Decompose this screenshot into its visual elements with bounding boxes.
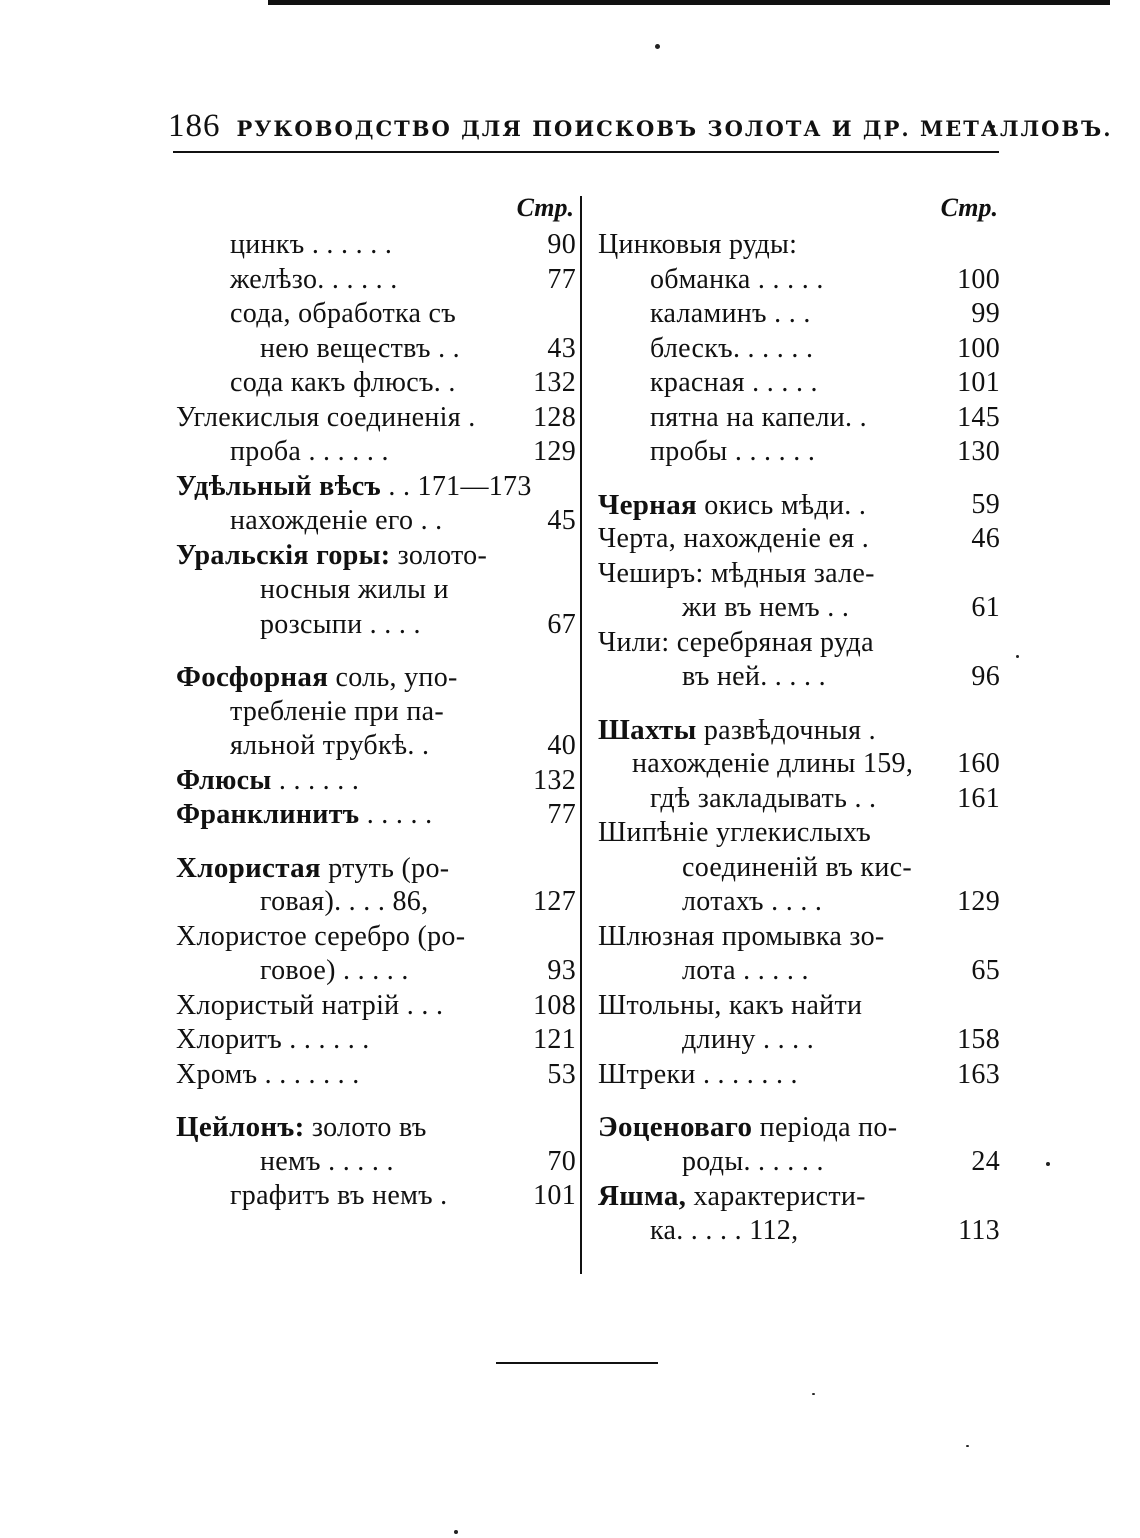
index-entry: Удѣльный вѣсъ . . 171—173: [176, 470, 532, 502]
entry-page: 108: [533, 989, 576, 1021]
page-column-label: Стр.: [940, 193, 998, 222]
index-entry: роды. . . . . . 24: [598, 1145, 1000, 1180]
index-entry: Черная окись мѣди. . 59: [598, 488, 1000, 521]
ink-speck: [454, 1530, 458, 1534]
index-entry: сода какъ флюсъ. . 132: [176, 366, 576, 401]
index-entry: обманка . . . . . 100: [598, 263, 1000, 298]
entry-page: 40: [547, 730, 576, 761]
index-entry: лотахъ . . . . 129: [598, 885, 1000, 920]
entry-heading: Цейлонъ:: [176, 1111, 305, 1143]
ink-speck: [966, 1445, 969, 1447]
entry-page: 130: [957, 436, 1000, 467]
entry-page: 99: [971, 298, 1000, 329]
entry-page: 45: [547, 505, 576, 536]
index-entry: жи въ немъ . . 61: [598, 591, 1000, 626]
index-entry: говое) . . . . . 93: [176, 954, 576, 989]
column-divider: [580, 196, 582, 1274]
index-entry: цинкъ . . . . . . 90: [176, 228, 576, 263]
index-entry: въ ней. . . . . 96: [598, 660, 1000, 695]
entry-heading: Франклинитъ: [176, 799, 360, 830]
index-entry: красная . . . . . 101: [598, 366, 1000, 401]
page-header: [168, 108, 1113, 152]
index-entry: яльной трубкѣ. . 40: [176, 729, 576, 764]
entry-page: 132: [533, 367, 576, 398]
index-entry: Франклинитъ . . . . . 77: [176, 798, 576, 833]
index-entry: Чеширъ: мѣдныя зале-: [598, 557, 875, 589]
entry-heading: Уральскія горы:: [176, 539, 391, 571]
index-entry: Шипѣніе углекислыхъ: [598, 817, 871, 848]
index-entry: гдѣ закладывать . . 161: [598, 782, 1000, 817]
section-gap: [176, 1092, 576, 1110]
entry-page: 93: [547, 955, 576, 986]
entry-page: 65: [971, 955, 1000, 986]
entry-page: 128: [533, 401, 576, 433]
section-gap: [598, 695, 1000, 713]
index-entry: Цейлонъ: золото въ: [176, 1111, 427, 1143]
entry-page: 129: [533, 436, 576, 467]
entry-heading: Шахты: [598, 713, 697, 746]
entry-page: 96: [971, 661, 1000, 692]
entry-page: 43: [547, 332, 576, 364]
entry-page: 77: [547, 263, 576, 295]
entry-page: 90: [547, 229, 576, 260]
section-gap: [598, 1092, 1000, 1110]
index-entry: Черта, нахожденіе ея . 46: [598, 522, 1000, 557]
index-entry: нахожденіе его . . 45: [176, 504, 576, 539]
index-entry: Хлористый натрій . . . 108: [176, 989, 576, 1024]
section-gap: [598, 470, 1000, 488]
entry-page: 24: [971, 1145, 1000, 1177]
entry-page: 77: [547, 799, 576, 830]
index-entry: розсыпи . . . . 67: [176, 608, 576, 643]
index-entry: Хлористая ртуть (ро-: [176, 851, 450, 884]
index-entry: Углекислыя соединенія . 128: [176, 401, 576, 436]
entry-page: 70: [547, 1145, 576, 1177]
running-title: РУКОВОДСТВО ДЛЯ ПОИСКОВЪ ЗОЛОТА И ДР. МЕТАЛЛОВЪ.: [236, 116, 1113, 141]
entry-page: 129: [957, 886, 1000, 917]
page-number: 186: [168, 108, 221, 144]
index-entry: Яшма, характеристи-: [598, 1180, 866, 1212]
entry-heading: Флюсы: [176, 764, 272, 796]
entry-page: 59: [971, 488, 1000, 520]
index-entry: немъ . . . . . 70: [176, 1145, 576, 1180]
index-entry: Хлоритъ . . . . . . 121: [176, 1023, 576, 1058]
header-rule: [173, 151, 999, 153]
section-gap: [176, 833, 576, 851]
entry-page: 127: [533, 886, 576, 917]
index-entry: проба . . . . . . 129: [176, 435, 576, 470]
entry-page: 113: [958, 1214, 1000, 1246]
entry-page: 132: [533, 764, 576, 796]
entry-page: 53: [547, 1058, 576, 1090]
end-rule: [496, 1362, 658, 1364]
index-entry: Фосфорная соль, упо-: [176, 661, 458, 693]
index-entry: блескъ. . . . . . 100: [598, 332, 1000, 367]
page-column-label: Стр.: [516, 193, 574, 222]
index-entry: нахожденіе длины 159, 160: [598, 747, 1000, 782]
index-entry: Шлюзная промывка зо-: [598, 920, 885, 952]
index-entry: Флюсы . . . . . . 132: [176, 764, 576, 799]
section-gap: [176, 642, 576, 660]
index-entry: Чили: серебряная руда: [598, 626, 874, 658]
entry-page: 101: [533, 1180, 576, 1211]
index-entry: пробы . . . . . . 130: [598, 435, 1000, 470]
index-entry: лота . . . . . 65: [598, 954, 1000, 989]
entry-heading: Фосфорная: [176, 661, 329, 693]
index-entry: каламинъ . . . 99: [598, 297, 1000, 332]
entry-heading: Удѣльный вѣсъ: [176, 470, 382, 502]
top-edge-rule: [268, 0, 1110, 5]
ink-speck: [1046, 1162, 1050, 1166]
entry-page: 100: [957, 263, 1000, 295]
entry-heading: Эоценоваго: [598, 1111, 753, 1143]
index-entry: Цинковыя руды:: [598, 229, 798, 260]
index-entry: Шахты развѣдочныя .: [598, 713, 876, 746]
entry-page: 145: [957, 401, 1000, 433]
entry-heading: Яшма,: [598, 1180, 687, 1212]
index-entry: Хромъ . . . . . . . 53: [176, 1058, 576, 1093]
ink-speck: [1016, 655, 1019, 658]
entry-page: 46: [971, 523, 1000, 554]
ink-speck: [812, 1393, 815, 1395]
index-entry: носныя жилы и: [260, 574, 449, 605]
entry-heading: Черная: [598, 488, 697, 521]
index-entry: графитъ въ немъ . 101: [176, 1179, 576, 1214]
index-entry: Хлористое серебро (ро-: [176, 920, 466, 952]
index-entry: сода, обработка съ: [230, 298, 456, 329]
index-entry: требленіе при па-: [230, 695, 444, 727]
entry-page: 100: [957, 332, 1000, 364]
entry-page: 160: [957, 748, 1000, 779]
entry-page: 61: [971, 592, 1000, 623]
ink-speck: [655, 44, 660, 49]
index-entry: говая). . . . 86, 127: [176, 885, 576, 920]
index-entry: ка. . . . . 112, 113: [598, 1214, 1000, 1249]
index-entry: пятна на капели. . 145: [598, 401, 1000, 436]
index-entry: нею веществъ . . 43: [176, 332, 576, 367]
index-entry: Эоценоваго періода по-: [598, 1111, 898, 1143]
entry-page: 158: [957, 1024, 1000, 1055]
entry-page: 67: [547, 608, 576, 640]
entry-page: 163: [957, 1058, 1000, 1090]
entry-page: 161: [957, 782, 1000, 814]
index-column-right: [598, 188, 1000, 1248]
index-entry: желѣзо. . . . . . 77: [176, 263, 576, 298]
entry-page: 101: [957, 367, 1000, 398]
index-entry: Штольны, какъ найти: [598, 989, 863, 1021]
entry-heading: Хлористая: [176, 851, 321, 884]
index-entry: соединеній въ кис-: [682, 851, 912, 883]
index-entry: длину . . . . 158: [598, 1023, 1000, 1058]
entry-page: 121: [533, 1024, 576, 1055]
index-column-left: [176, 188, 576, 1214]
index-entry: Уральскія горы: золото-: [176, 539, 488, 571]
index-entry: Штреки . . . . . . . 163: [598, 1058, 1000, 1093]
